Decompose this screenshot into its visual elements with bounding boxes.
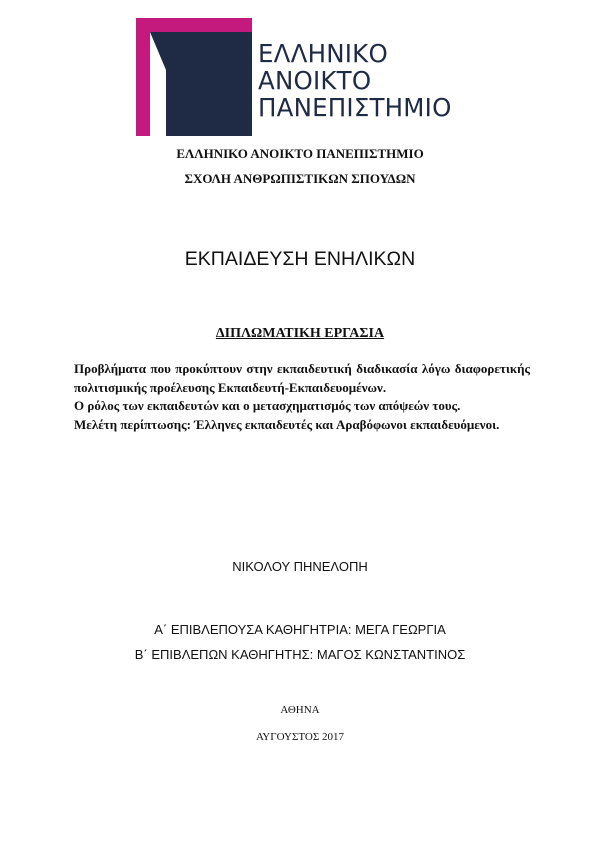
program-name: ΕΚΠΑΙΔΕΥΣΗ ΕΝΗΛΙΚΩΝ xyxy=(184,248,416,270)
author-name: ΝΙΚΟΛΟΥ ΠΗΝΕΛΟΠΗ xyxy=(232,559,368,574)
logo-line-1: ΕΛΛΗΝΙΚΟ xyxy=(258,39,388,68)
thesis-type-label: ΔΙΠΛΩΜΑΤΙΚΗ ΕΡΓΑΣΙΑ xyxy=(215,326,385,341)
supervisor-b: Β΄ ΕΠΙΒΛΕΠΩΝ ΚΑΘΗΓΗΤΗΣ: ΜΑΓΟΣ ΚΩΝΣΤΑΝΤΙΝΟΣ xyxy=(134,647,466,662)
university-logo xyxy=(136,18,452,136)
title-paragraph-1: Προβλήματα που προκύπτουν στην εκπαιδευτική διαδικασία λόγω διαφορετικής πολιτισμικής προέλευσης Εκπαιδευτή-Εκπαιδευομένων. xyxy=(74,361,530,395)
city: ΑΘΗΝΑ xyxy=(280,704,320,716)
school-name: ΣΧΟΛΗ ΑΝΘΡΩΠΙΣΤΙΚΩΝ ΣΠΟΥΔΩΝ xyxy=(184,171,416,186)
supervisor-a: Α΄ ΕΠΙΒΛΕΠΟΥΣΑ ΚΑΘΗΓΗΤΡΙΑ: ΜΕΓΑ ΓΕΩΡΓΙΑ xyxy=(154,622,446,637)
logo-emblem-icon xyxy=(136,18,252,136)
title-paragraph-3: Μελέτη περίπτωσης: Έλληνες εκπαιδευτές και Αραβόφωνοι εκπαιδευόμενοι. xyxy=(74,416,500,432)
title-paragraph-2: Ο ρόλος των εκπαιδευτών και ο μετασχηματισμός των απόψεών τους. xyxy=(74,398,461,413)
thesis-title xyxy=(74,360,530,434)
logo-line-3: ΠΑΝΕΠΙΣΤΗΜΙΟ xyxy=(258,93,452,122)
logo-wordmark xyxy=(258,40,452,121)
date: ΑΥΓΟΥΣΤΟΣ 2017 xyxy=(256,731,344,743)
university-name: ΕΛΛΗΝΙΚΟ ΑΝΟΙΚΤΟ ΠΑΝΕΠΙΣΤΗΜΙΟ xyxy=(176,146,424,161)
logo-line-2: ΑΝΟΙΚΤΟ xyxy=(258,66,372,95)
